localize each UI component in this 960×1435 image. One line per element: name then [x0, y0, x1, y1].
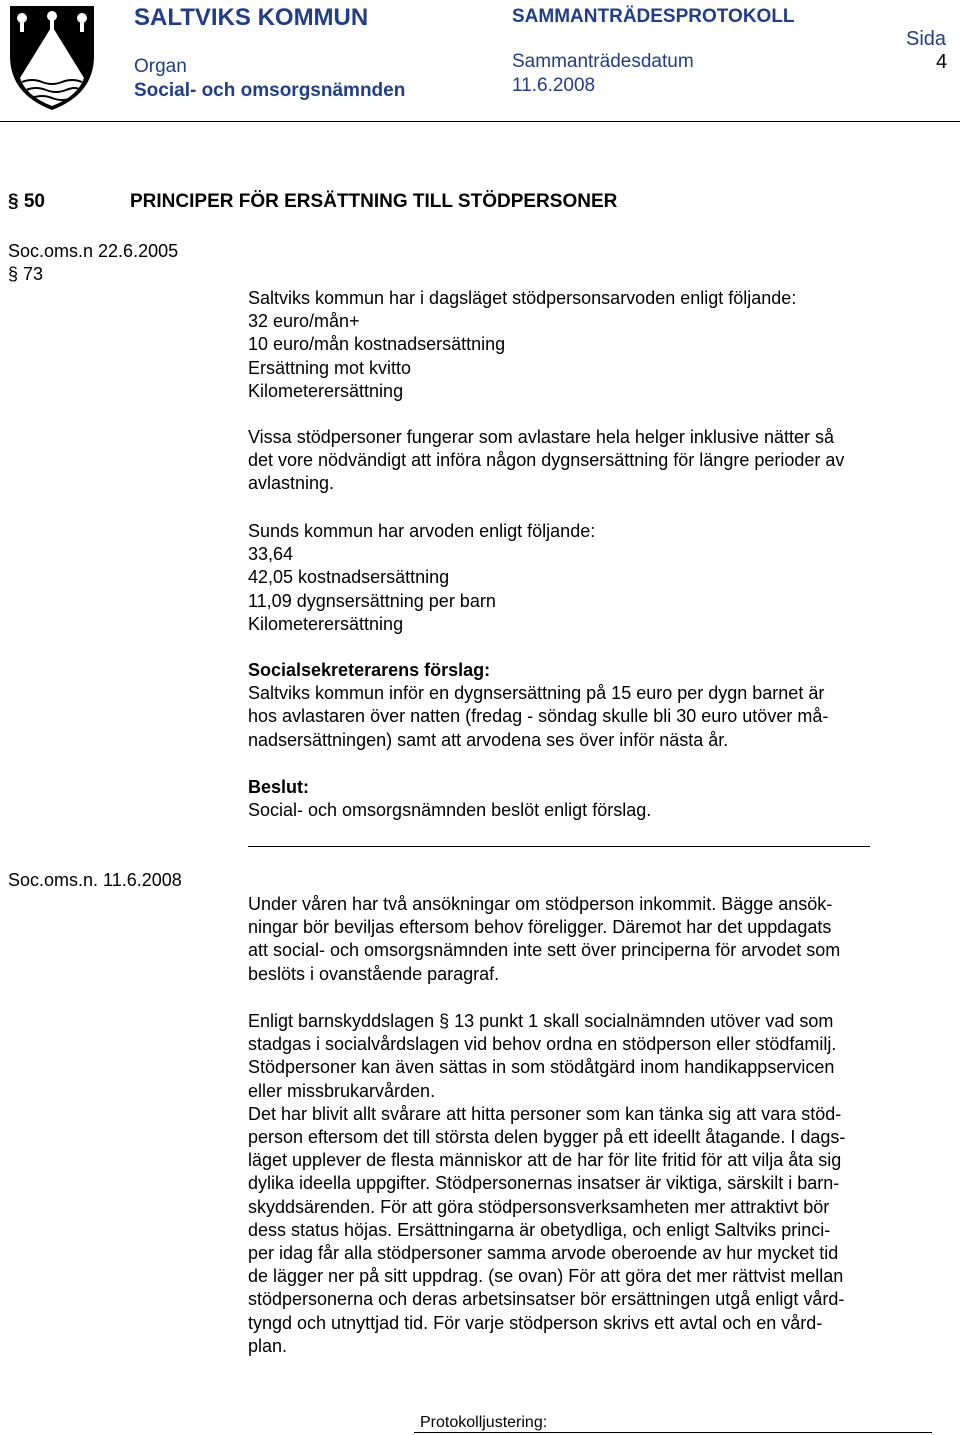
relief-paragraph: [248, 426, 928, 496]
protocol-title: SAMMANTRÄDESPROTOKOLL: [512, 6, 795, 27]
decision-text: Social- och omsorgsnämnden beslöt enligt förslag.: [248, 800, 652, 821]
text-line: att social- och omsorgsnämnden inte sett över principerna för arvodet som: [248, 940, 841, 961]
text-line: avlastning.: [248, 473, 335, 494]
decision-heading: Beslut:: [248, 777, 310, 797]
text-line: Enligt barnskyddslagen § 13 punkt 1 skall socialnämnden utöver vad som: [248, 1011, 834, 1031]
section-number: § 50: [8, 191, 45, 212]
organ-label: Organ: [134, 56, 187, 77]
text-line: 10 euro/mån kostnadsersättning: [248, 334, 506, 355]
text-line: 33,64: [248, 544, 294, 565]
text-line: stadgas i socialvårdslagen vid behov ordna en stödperson eller stödfamilj.: [248, 1034, 837, 1055]
organ-value: Social- och omsorgsnämnden: [134, 80, 406, 101]
text-line: eller missbrukarvården.: [248, 1080, 436, 1101]
section-title: PRINCIPER FÖR ERSÄTTNING TILL STÖDPERSONER: [130, 191, 618, 212]
text-line: Det har blivit allt svårare att hitta personer som kan tänka sig att vara stöd-: [248, 1103, 842, 1124]
sund-rates-block: [248, 520, 928, 636]
text-line: plan.: [248, 1335, 288, 1356]
text-line: dess status höjas. Ersättningarna är obetydliga, och enligt Saltviks princi-: [248, 1219, 831, 1240]
child-protection-paragraph: [248, 1010, 928, 1358]
proposal-heading: Socialsekreterarens förslag:: [248, 660, 491, 680]
saltvik-rates-block: [248, 287, 928, 403]
text-line: Kilometerersättning: [248, 613, 404, 634]
text-line: de lägger ner på sitt uppdrag. (se ovan) För att göra det mer rättvist mellan: [248, 1266, 844, 1287]
text-line: hos avlastaren över natten (fredag - söndag skulle bli 30 euro utöver må-: [248, 706, 829, 727]
reference-date: Soc.oms.n 22.6.2005: [8, 241, 179, 261]
meeting-date-label: Sammanträdesdatum: [512, 51, 694, 72]
protocol-check-label: Protokolljustering:: [420, 1414, 548, 1431]
text-line: Sunds kommun har arvoden enligt följande:: [248, 521, 596, 541]
protocol-check-line: [414, 1432, 932, 1433]
text-line: 42,05 kostnadsersättning: [248, 567, 450, 588]
text-line: stödpersonerna och deras arbetsinsatser bör ersättningen utgå enligt vård-: [248, 1289, 845, 1310]
text-line: det vore nödvändigt att införa någon dygnsersättning för längre perioder av: [248, 450, 845, 471]
text-line: Ersättning mot kvitto: [248, 357, 412, 378]
text-line: ningar bör beviljas eftersom behov föreligger. Däremot har det uppdagats: [248, 917, 832, 938]
municipality-name: SALTVIKS KOMMUN: [134, 4, 369, 31]
decision-block: [248, 776, 928, 822]
decision-underline: [248, 846, 870, 847]
text-line: Saltviks kommun inför en dygnsersättning på 15 euro per dygn barnet är: [248, 683, 825, 704]
text-line: Vissa stödpersoner fungerar som avlastare hela helger inklusive nätter så: [248, 427, 834, 447]
text-line: person eftersom det till största delen bygger på ett ideellt åtagande. I dags-: [248, 1127, 846, 1148]
text-line: nadsersättningen) samt att arvodena ses över inför nästa år.: [248, 729, 729, 750]
text-line: Stödpersoner kan även sättas in som stödåtgärd inom handikappservicen: [248, 1057, 835, 1078]
text-line: läget upplever de flesta människor att de har för lite fritid för att vilja åta sig: [248, 1150, 842, 1171]
municipal-coat-of-arms-logo: [8, 4, 96, 112]
text-line: 11,09 dygnsersättning per barn: [248, 590, 496, 611]
applications-paragraph: [248, 893, 928, 986]
text-line: tyngd och utnyttjad tid. För varje stödperson skrivs ett avtal och en vård-: [248, 1312, 823, 1333]
header-divider: [0, 121, 960, 122]
text-line: skyddsärenden. För att göra stödpersonsverksamheten mer attraktivt bör: [248, 1196, 830, 1217]
text-line: Saltviks kommun har i dagsläget stödpersonsarvoden enligt följande:: [248, 288, 797, 308]
reference-paragraph: § 73: [8, 264, 44, 284]
text-line: 32 euro/mån+: [248, 311, 360, 332]
text-line: Kilometerersättning: [248, 380, 404, 401]
second-reference: Soc.oms.n. 11.6.2008: [8, 870, 182, 890]
page-label: Sida: [906, 28, 947, 50]
text-line: dylika ideella uppgifter. Stödpersonernas insatser är viktiga, särskilt i barn-: [248, 1173, 840, 1194]
text-line: per idag får alla stödpersoner samma arvode oberoende av hur mycket tid: [248, 1243, 839, 1264]
text-line: beslöts i ovanstående paragraf.: [248, 963, 500, 984]
page-number: 4: [936, 51, 948, 73]
proposal-block: [248, 659, 928, 752]
text-line: Under våren har två ansökningar om stödperson inkommit. Bägge ansök-: [248, 894, 833, 914]
meeting-date-value: 11.6.2008: [512, 75, 596, 96]
